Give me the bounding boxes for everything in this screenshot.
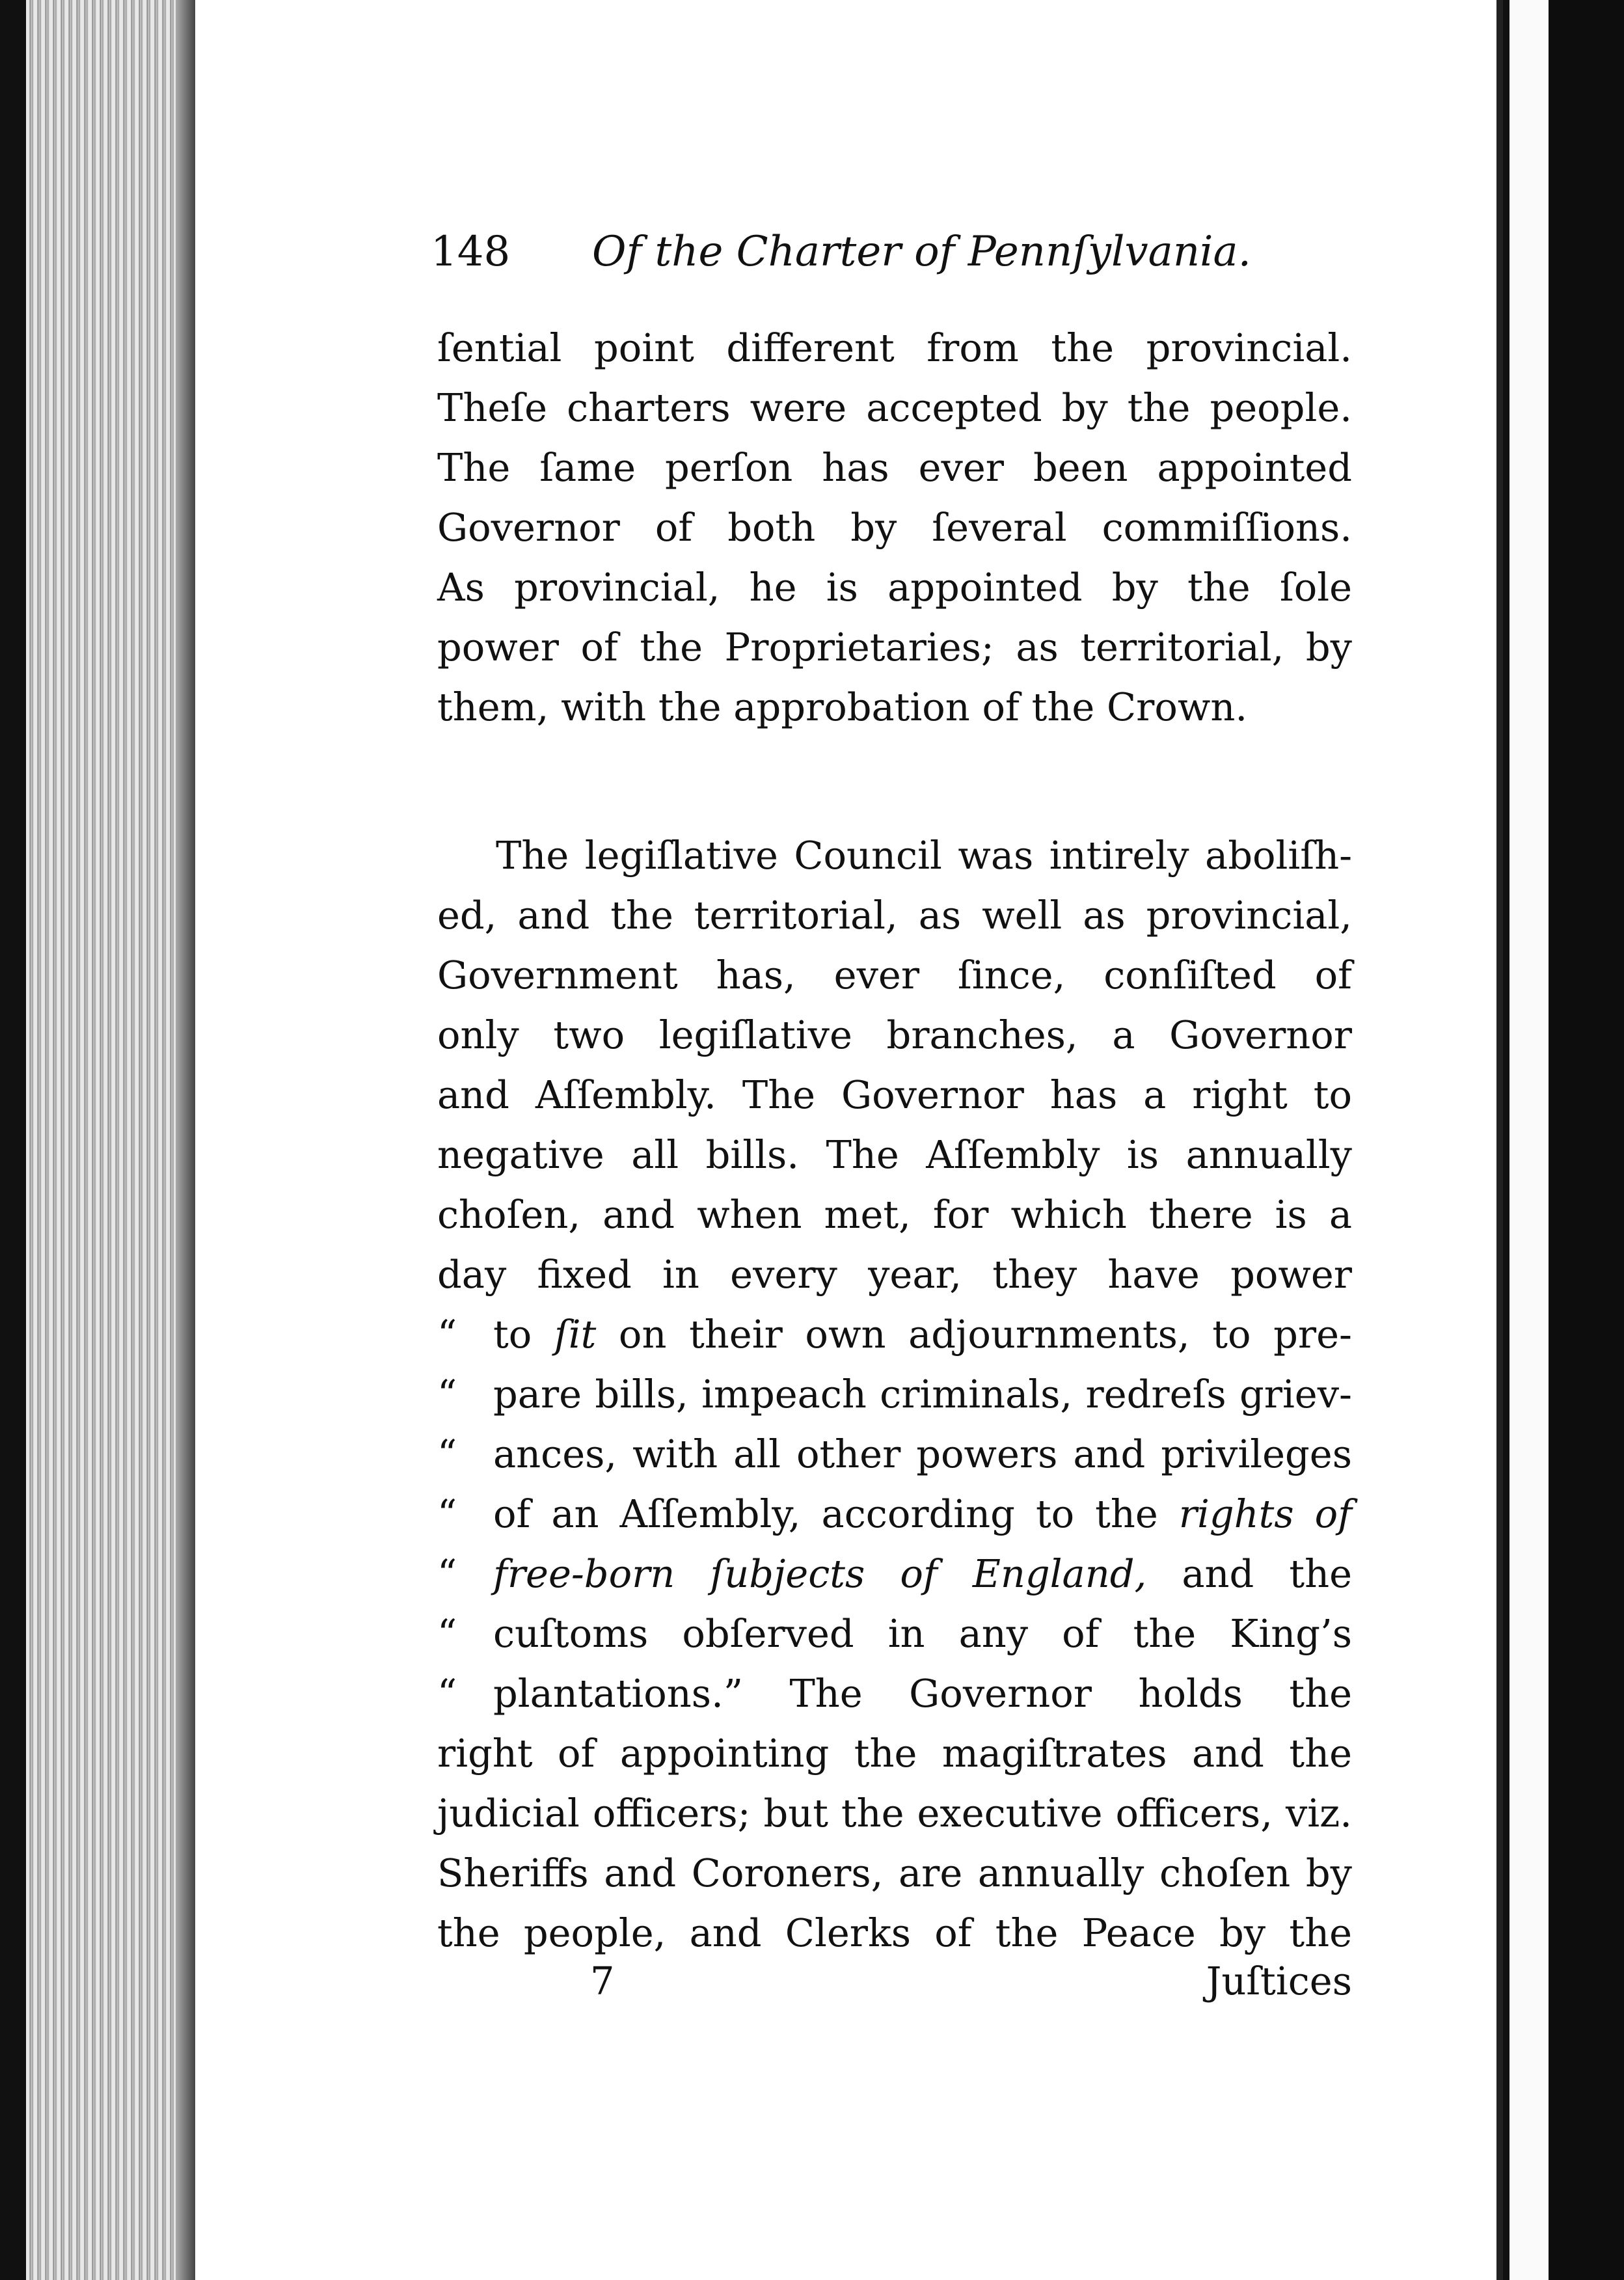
body-line: Theſe charters were accepted by the people. — [437, 385, 1352, 430]
quote-text: and the — [1146, 1551, 1352, 1596]
signature-mark: 7 — [590, 1959, 615, 2003]
body-line: them, with the approbation of the Crown. — [437, 685, 1248, 729]
quote-mark: “ — [437, 1671, 457, 1716]
body-line: only two legiſlative branches, a Governor — [437, 1012, 1352, 1057]
quote-text: plantations.” The Governor holds the — [493, 1671, 1352, 1716]
running-head: Of the Charter of Pennſylvania. — [592, 228, 1251, 276]
quote-line — [437, 1664, 1352, 1723]
quote-mark: “ — [437, 1312, 457, 1357]
body-line: power of the Proprietaries; as territorial, by — [437, 625, 1352, 670]
quote-text: of an Aſſembly, according to the — [493, 1491, 1179, 1536]
quote-text: cuſtoms obſerved in any of the King’s — [493, 1611, 1352, 1656]
quote-italic: ſit — [554, 1312, 597, 1357]
body-line: right of appointing the magiſtrates and the — [437, 1731, 1352, 1776]
body-line: day fixed in every year, they have power — [437, 1252, 1352, 1297]
quote-line — [437, 1605, 1352, 1663]
body-line: The ſame perſon has ever been appointed — [437, 445, 1352, 490]
quote-mark: “ — [437, 1551, 457, 1596]
quote-mark: “ — [437, 1491, 457, 1536]
body-line: Government has, ever ſince, conſiſted of — [437, 953, 1352, 998]
quote-text: to — [493, 1312, 554, 1357]
body-line: choſen, and when met, for which there is a — [437, 1192, 1352, 1237]
page-footer — [437, 1959, 1352, 2017]
body-line: judicial officers; but the executive officers, viz. — [437, 1791, 1352, 1836]
quote-italic: rights of — [1178, 1491, 1352, 1536]
page-edges — [26, 0, 195, 2280]
quote-text: ances, with all other powers and privileges — [493, 1432, 1352, 1476]
body-line: Governor of both by ſeveral commiſſions. — [437, 505, 1352, 550]
body-line: As provincial, he is appointed by the ſole — [437, 565, 1352, 610]
body-line: ſential point different from the provincial. — [437, 325, 1352, 370]
body-line: and Aſſembly. The Governor has a right to — [437, 1072, 1352, 1117]
body-line: negative all bills. The Aſſembly is annually — [437, 1132, 1352, 1177]
quote-line — [437, 1485, 1352, 1543]
quote-text: pare bills, impeach criminals, redreſs griev- — [493, 1372, 1352, 1417]
page-header — [431, 221, 1355, 286]
quote-line — [437, 1545, 1352, 1603]
quote-mark: “ — [437, 1432, 457, 1476]
quote-mark: “ — [437, 1611, 457, 1656]
quote-line — [437, 1305, 1352, 1364]
page-number: 148 — [431, 228, 511, 276]
right-gutter — [1509, 0, 1549, 2280]
quote-line — [437, 1365, 1352, 1424]
body-line: the people, and Clerks of the Peace by the — [437, 1910, 1352, 1955]
body-line: Sheriffs and Coroners, are annually choſen by — [437, 1851, 1352, 1895]
background-edge — [1549, 0, 1624, 2280]
body-line: ed, and the territorial, as well as provincial, — [437, 893, 1352, 938]
body-line: The legiſlative Council was intirely aboliſh- — [496, 833, 1352, 878]
quote-text: on their own adjournments, to pre- — [596, 1312, 1352, 1357]
quote-mark: “ — [437, 1372, 457, 1417]
quote-line — [437, 1425, 1352, 1484]
quote-italic: free-born ſubjects of England, — [493, 1551, 1147, 1596]
catchword: Juſtices — [1206, 1959, 1352, 2003]
